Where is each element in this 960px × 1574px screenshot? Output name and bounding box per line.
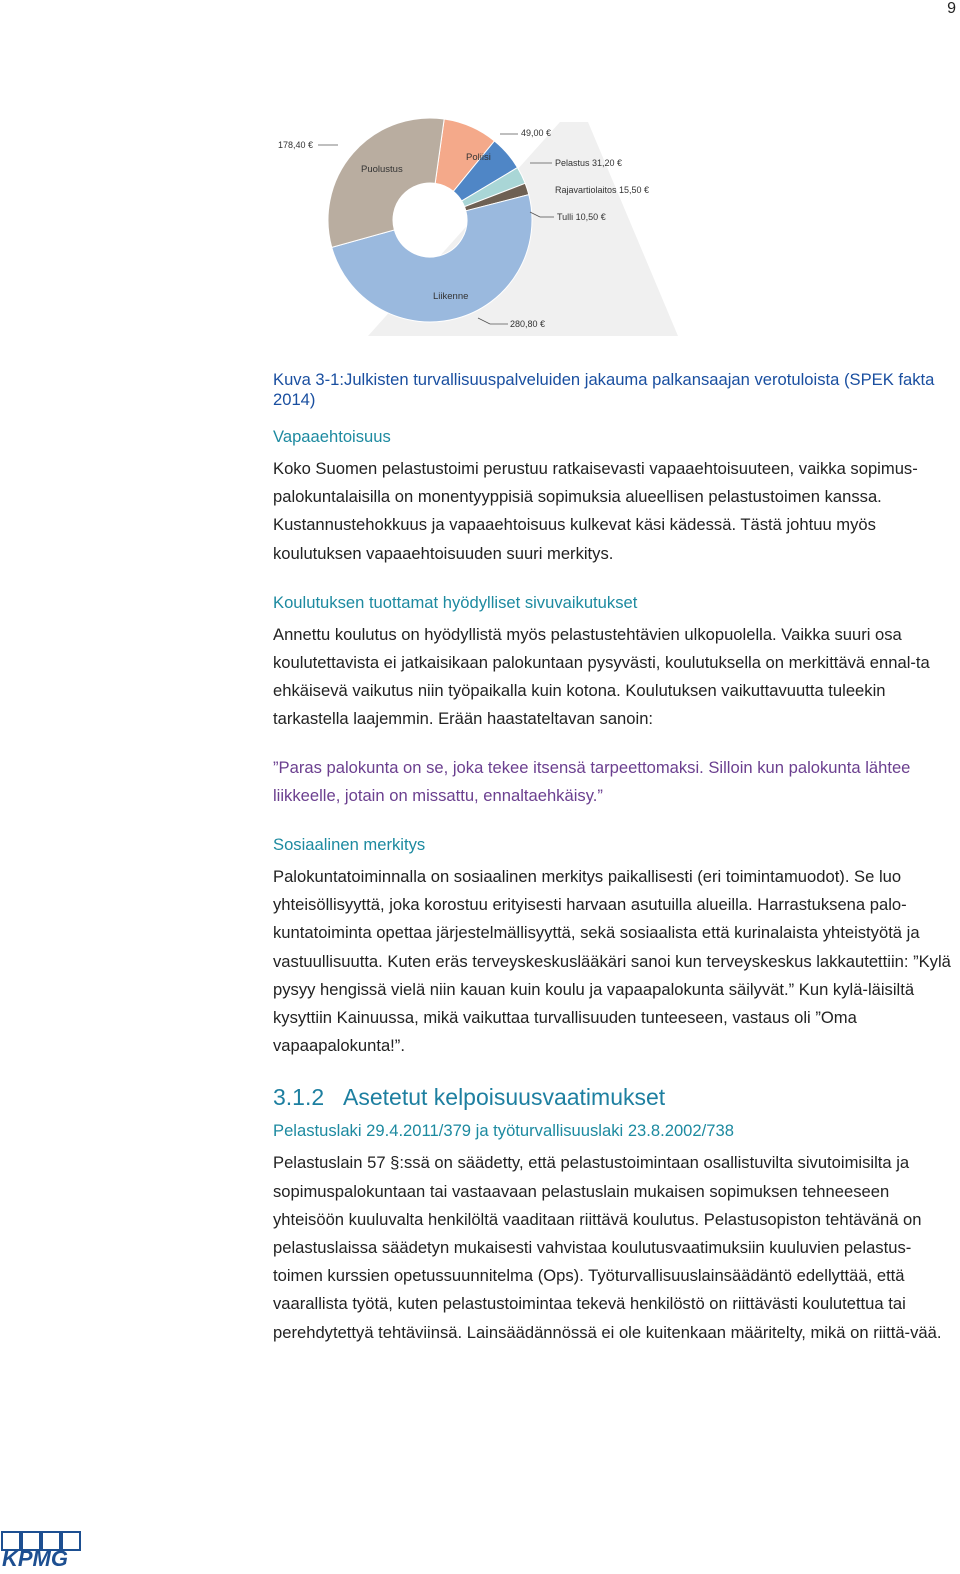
heading-sosiaalinen: Sosiaalinen merkitys (273, 835, 426, 855)
section-heading-3-1-2 (273, 1082, 957, 1112)
figure-caption: Kuva 3-1:Julkisten turvallisuuspalveluiden jakauma palkansaajan verotuloista (SPEK fakta 2014) (273, 370, 935, 409)
value-label-poliisi: 49,00 € (521, 128, 552, 138)
paragraph-kelpoisuus: Pelastuslain 57 §:ssä on säädetty, että pelastustoimintaan osallistuvilta sivutoimisilta ja sopimuspalokuntaan tai vastaavaan pelastuslain mukaisen sopimuksen tehneeseen yhteisöön kuuluvalta henkilöltä vaaditaan riittävä koulutus. Pelastusopiston tehtävänä on pelastuslaissa säädetyn mukaisesti vahvistaa koulutusvaatimuksiin kuuluvien pelastus-toimen kurssien opetussuunnitelma (Ops). Työturvallisuuslainsäädäntö edellyttää, että vaarallista työtä, kuten pelastustoimintaa tekevä henkilöstö on riittävästi koulutettua tai perehdytettyä tehtäviinsä. Lainsäädännössä ei ole kuitenkaan määritelty, mikä on riittä-vää. (273, 1153, 942, 1342)
paragraph-sivuvaikutukset: Annettu koulutus on hyödyllistä myös pelastustehtävien ulkopuolella. Vaikka suuri osa koulutettavista ei jatkaisikaan palokuntaan pysyvästi, koulutuksella on merkittävä ennal-ta ehkäisevä vaikutus niin työpaikalla kuin kotona. Koulutuksen vaikuttavuutta tuleekin tarkastella laajemmin. Erään haastateltavan sanoin: (273, 624, 930, 729)
section-number: 3.1.2 (273, 1084, 325, 1111)
paragraph-vapaaehtoisuus: Koko Suomen pelastustoimi perustuu ratkaisevasti vapaaehtoisuuteen, vaikka sopimus-palokuntalaisilla on monentyyppisiä sopimuksia alueellisen pelastustoimen kanssa. Kustannustehokkuus ja vapaaehtoisuus kulkevat käsi kädessä. Tästä johtuu myös koulutuksen vapaaehtoisuuden suuri merkitys. (273, 459, 918, 563)
section-title: Asetetut kelpoisuusvaatimukset (343, 1084, 666, 1111)
slice-name-puolustus: Puolustus (361, 164, 403, 175)
slice-name-liikenne: Liikenne (433, 291, 469, 302)
slice-name-poliisi: Poliisi (466, 152, 491, 163)
heading-vapaaehtoisuus: Vapaaehtoisuus (273, 427, 391, 446)
kpmg-logo-mark (0, 1530, 92, 1569)
document-body (273, 370, 957, 1369)
paragraph-sosiaalinen: Palokuntatoiminnalla on sosiaalinen merkitys paikallisesti (eri toimintamuodot). Se luo yhteisöllisyyttä, joka korostuu erityisesti harvaan asutuilla alueilla. Harrastuksena palo-kuntatoiminta opettaa järjestelmällisyyttä, sekä sosiaalista että kurinalaista yhteistyötä ja vastuullisuutta. Kuten eräs terveyskeskuslääkäri sanoi kun terveyskeskus lakkautettiin: ”Kylä pysyy hengissä vielä niin kauan kuin koulu ja vapaapalokunta säilyvät.” Kun kylä-läisiltä kysyttiin Kainuussa, mikä vaikuttaa turvallisuuden tunteeseen, vastaus oli ”Oma vapaapalokunta!”. (273, 867, 951, 1056)
value-label-rajavartiolaitos: Rajavartiolaitos 15,50 € (555, 185, 650, 195)
value-label-puolustus: 178,40 € (278, 140, 314, 150)
value-label-tulli: Tulli 10,50 € (557, 212, 606, 222)
pie-chart (268, 108, 678, 340)
svg-text:KPMG: KPMG (2, 1546, 68, 1569)
value-label-liikenne: 280,80 € (510, 319, 546, 329)
kpmg-logo (0, 1530, 92, 1569)
value-label-pelastus: Pelastus 31,20 € (555, 158, 623, 168)
page-number: 9 (947, 0, 956, 17)
pie-slice-puolustus (328, 118, 444, 247)
pie-chart-svg (268, 108, 678, 340)
heading-sivuvaikutukset: Koulutuksen tuottamat hyödylliset sivuvaikutukset (273, 592, 638, 612)
heading-pelastuslaki: Pelastuslaki 29.4.2011/379 ja työturvallisuuslaki 23.8.2002/738 (273, 1121, 734, 1141)
interview-quote: ”Paras palokunta on se, joka tekee itsensä tarpeettomaksi. Silloin kun palokunta lähtee liikkeelle, jotain on missattu, ennaltaehkäisy.” (273, 757, 911, 805)
